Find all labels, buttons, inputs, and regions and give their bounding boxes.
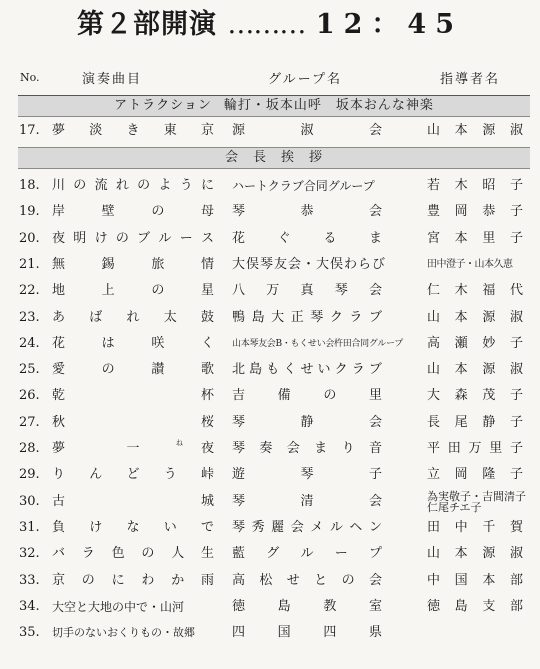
row-number: 26. — [19, 388, 40, 404]
program-row — [0, 359, 540, 381]
program-row — [0, 228, 540, 250]
song-title: 古 城 — [52, 493, 214, 509]
row-number: 19. — [19, 204, 40, 220]
title-time: 12：45 — [315, 9, 463, 40]
row-number: 30. — [19, 493, 40, 509]
conductor-line-1: 為実敬子・吉間清子 — [427, 489, 526, 503]
conductor-name: 立 岡 隆 子 — [427, 467, 523, 483]
attraction-label: アトラクション — [114, 98, 212, 113]
conductor-name: 仁 木 福 代 — [427, 283, 523, 299]
song-title: あ ば れ 太 鼓 — [52, 309, 214, 325]
program-row — [0, 622, 540, 644]
conductor-name: 山 本 源 淑 — [427, 546, 523, 562]
program-row — [0, 412, 540, 434]
song-title: 秋 桜 — [52, 414, 214, 430]
group-name: 琴 静 会 — [232, 414, 382, 430]
song-title: 愛 の 讃 歌 — [52, 362, 214, 378]
song-title: 岸 壁 の 母 — [52, 204, 214, 220]
program-row — [0, 385, 540, 407]
ruby-annotation: ね — [176, 439, 183, 447]
program-row — [0, 254, 540, 276]
greeting-label: 会 長 挨 拶 — [224, 150, 323, 165]
row-number: 20. — [19, 230, 40, 246]
title-dots: ……… — [227, 9, 306, 40]
group-name: 八 万 真 琴 会 — [232, 283, 382, 299]
conductor-name: 田 中 千 賀 — [427, 519, 523, 535]
program-row — [0, 175, 540, 197]
header-title: 演奏曲目 — [82, 72, 143, 87]
page-title — [0, 2, 540, 41]
row-number: 25. — [19, 362, 40, 378]
row-number: 28. — [19, 441, 40, 456]
group-name: 源 淑 会 — [232, 123, 382, 138]
group-name: 琴 秀 麗 会 メ ル ヘ ン — [232, 519, 382, 535]
song-title: 夢 淡 き 東 京 — [52, 123, 214, 138]
row-number: 32. — [19, 546, 40, 562]
row-number: 29. — [19, 467, 40, 483]
group-name: 大俣琴友会・大俣わらび — [232, 256, 387, 272]
group-name: 藍 グ ル ー プ — [232, 546, 382, 562]
song-title: バ ラ 色 の 人 生 — [52, 546, 214, 562]
song-title: り ん ど う 峠 — [52, 467, 214, 483]
attraction-band — [18, 95, 530, 117]
group-name: 鴨 島 大 正 琴 ク ラ ブ — [232, 309, 382, 325]
program-row — [0, 201, 540, 223]
group-name: ハートクラブ合同グループ — [232, 179, 375, 193]
group-name: 四 国 四 県 — [232, 625, 382, 641]
song-title: 川 の 流 れ の よ う に — [52, 178, 214, 193]
header-no: No. — [20, 71, 40, 84]
row-number: 31. — [19, 519, 40, 535]
attraction-sub: 輪打・坂本山呼 坂本おんな神楽 — [223, 98, 434, 113]
song-title: 地 上 の 星 — [52, 283, 214, 299]
conductor-name: 高 瀬 妙 子 — [427, 335, 523, 351]
group-name: 花 ぐ る ま — [232, 230, 382, 246]
program-row — [0, 464, 540, 486]
title-main: 第２部開演 — [77, 9, 218, 40]
row-number: 22. — [19, 283, 40, 299]
group-name: 遊 琴 子 — [232, 467, 382, 483]
song-title: 花 は 咲 く — [52, 335, 214, 351]
conductor-line-2: 仁尾チエ子 — [427, 500, 482, 514]
conductor-name: 宮 本 里 子 — [427, 230, 523, 246]
song-title: 夢 一 夜 — [52, 441, 214, 456]
row-number: 27. — [19, 414, 40, 430]
header-conductor: 指導者名 — [440, 72, 501, 87]
row-number: 35. — [19, 625, 40, 641]
program-row — [0, 596, 540, 618]
row-number: 33. — [19, 572, 40, 588]
conductor-name: 若 木 昭 子 — [427, 178, 523, 193]
row-number: 18. — [19, 178, 40, 193]
conductor-name: 山 本 源 淑 — [427, 362, 523, 378]
row-number: 34. — [19, 598, 40, 614]
program-row — [0, 333, 540, 355]
group-name: 徳 島 教 室 — [232, 598, 382, 614]
conductor-name: 平 田 万 里 子 — [427, 441, 523, 456]
row-number: 24. — [19, 335, 40, 351]
group-name: 吉 備 の 里 — [232, 388, 382, 404]
conductor-name — [427, 489, 526, 514]
song-title: 無 錫 旅 情 — [52, 256, 214, 272]
program-row — [0, 491, 540, 513]
program-row — [0, 280, 540, 302]
program-row — [0, 517, 540, 539]
conductor-name: 中 国 本 部 — [427, 572, 523, 588]
header-group: グループ名 — [268, 72, 342, 87]
row-number: 23. — [19, 309, 40, 325]
conductor-name: 長 尾 静 子 — [427, 414, 523, 430]
song-title: 乾 杯 — [52, 388, 214, 404]
group-name: 琴 恭 会 — [232, 204, 382, 220]
row-number: 21. — [19, 256, 40, 272]
conductor-name: 豊 岡 恭 子 — [427, 204, 523, 220]
group-name: 琴 清 会 — [232, 493, 382, 509]
song-title: 大空と大地の中で・山河 — [52, 599, 185, 614]
conductor-name: 田中澄子・山本久恵 — [427, 258, 513, 270]
conductor-name: 山 本 源 淑 — [427, 309, 523, 325]
group-name: 山本琴友会B・もくせい会杵田合同グループ — [232, 338, 403, 349]
program-row — [0, 438, 540, 460]
program-row — [0, 307, 540, 329]
group-name: 高 松 せ と の 会 — [232, 572, 382, 588]
group-name: 北 島 も く せ い ク ラ ブ — [232, 362, 382, 378]
conductor-name: 山 本 源 淑 — [427, 123, 523, 138]
program-row — [0, 120, 540, 142]
conductor-name: 大 森 茂 子 — [427, 388, 523, 404]
group-name: 琴 奏 会 ま り 音 — [232, 441, 382, 456]
column-header — [0, 68, 540, 88]
song-title: 京 の に わ か 雨 — [52, 572, 214, 588]
row-number: 17. — [19, 123, 40, 138]
conductor-name: 徳 島 支 部 — [427, 598, 523, 614]
song-title: 負 け な い で — [52, 519, 214, 535]
program-row — [0, 543, 540, 565]
greeting-band — [18, 147, 530, 169]
program-row — [0, 570, 540, 592]
song-title: 切手のないおくりもの・故郷 — [52, 626, 195, 640]
song-title: 夜 明 け の ブ ル ー ス — [52, 230, 214, 246]
